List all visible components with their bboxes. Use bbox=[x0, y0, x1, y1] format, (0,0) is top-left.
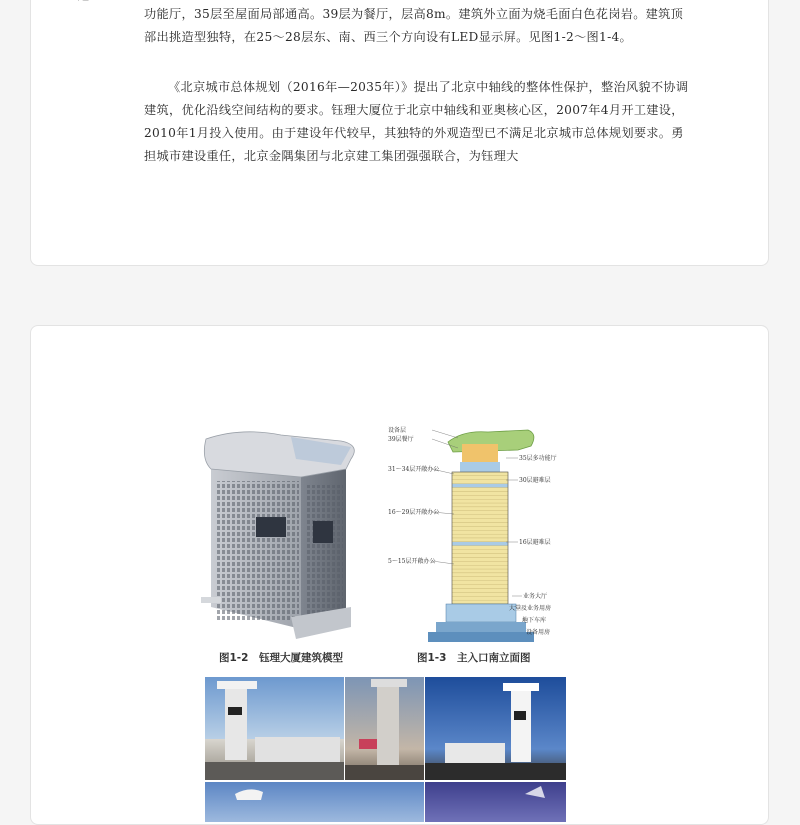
photo-dusk-tower bbox=[345, 677, 424, 780]
label-16f-refuge: 16层避难层 bbox=[519, 539, 551, 546]
floor-band bbox=[452, 592, 508, 596]
floor-band bbox=[452, 522, 508, 526]
photo-daytime-wide bbox=[205, 677, 344, 780]
floor-band bbox=[452, 484, 508, 488]
figure-1-3-caption: 图1-3 主入口南立面图 bbox=[417, 652, 531, 664]
floor-band bbox=[452, 596, 508, 600]
label-lobby: 大堂及业务用房 bbox=[509, 605, 552, 612]
label-16-29f-office: 16～29层开敞办公 bbox=[388, 509, 440, 516]
floor-band bbox=[452, 546, 508, 550]
floor-band bbox=[452, 491, 508, 495]
floor-band bbox=[452, 600, 508, 604]
floor-band bbox=[452, 507, 508, 511]
floor-band bbox=[452, 503, 508, 507]
label-31-34f-office: 31～34层开敞办公 bbox=[388, 466, 440, 473]
floor-band bbox=[452, 588, 508, 592]
paragraph-2: 《北京城市总体规划（2016年—2035年）》提出了北京中轴线的整体性保护，整治风貌不协调建筑，优化沿线空间结构的要求。钰理大厦位于北京中轴线和亚奥核心区，2007年4月开工建设，2010年1月投入使用。由于建设年代较早，其独特的外观造型已不满足北京城市总体规划要求。勇担城市建设重任，北京金隅集团与北京建工集团强强联合，为钰理大 bbox=[144, 80, 689, 163]
floor-band bbox=[452, 519, 508, 523]
floor-band bbox=[452, 557, 508, 561]
label-30f-refuge: 30层避难层 bbox=[519, 477, 551, 484]
floor-band bbox=[452, 585, 508, 589]
floor-band bbox=[452, 530, 508, 534]
floor-band bbox=[452, 573, 508, 577]
side-label bbox=[75, 0, 91, 1]
floor-band bbox=[452, 554, 508, 558]
floor-band bbox=[452, 561, 508, 565]
floor-band bbox=[452, 542, 508, 546]
floor-band bbox=[452, 581, 508, 585]
floor-band bbox=[452, 534, 508, 538]
floor-band bbox=[452, 472, 508, 476]
label-underground-garage: 地下车库 bbox=[522, 617, 547, 624]
floor-band bbox=[452, 511, 508, 515]
paragraph-1: 功能厅，35层至屋面局部通高。39层为餐厅，层高8m。建筑外立面为烧毛面白色花岗岩。建筑顶部出挑造型独特，在25～28层东、南、西三个方向设有LED显示屏。见图1-2～图1-4。 bbox=[144, 7, 684, 44]
photo-row2-left bbox=[205, 782, 424, 822]
label-business-hall: 业务大厅 bbox=[523, 593, 548, 600]
floor-band bbox=[452, 577, 508, 581]
floor-band bbox=[452, 488, 508, 492]
floor-band bbox=[452, 495, 508, 499]
floor-band bbox=[452, 569, 508, 573]
floor-band bbox=[452, 550, 508, 554]
floor-band bbox=[452, 476, 508, 480]
floor-band bbox=[452, 480, 508, 484]
floor-band bbox=[452, 565, 508, 569]
label-equipment-floor: 设备层 bbox=[388, 427, 407, 434]
floor-band bbox=[452, 526, 508, 530]
floor-band bbox=[452, 538, 508, 542]
figure-1-2-caption: 图1-2 钰理大厦建筑模型 bbox=[219, 652, 343, 664]
label-equipment-room: 设备用房 bbox=[526, 629, 551, 636]
text-card bbox=[30, 0, 769, 266]
floor-band bbox=[452, 499, 508, 503]
photo-row2-right bbox=[425, 782, 566, 822]
photo-blue-sky bbox=[425, 677, 566, 780]
label-5-15f-office: 5～15层开敞办公 bbox=[388, 558, 436, 565]
label-35f-hall: 35层多功能厅 bbox=[519, 455, 557, 462]
building-model-figure bbox=[201, 429, 366, 639]
floor-band bbox=[452, 515, 508, 519]
figure-card bbox=[30, 325, 769, 825]
south-elevation-figure bbox=[388, 424, 568, 646]
label-39f-restaurant: 39层餐厅 bbox=[388, 436, 414, 443]
